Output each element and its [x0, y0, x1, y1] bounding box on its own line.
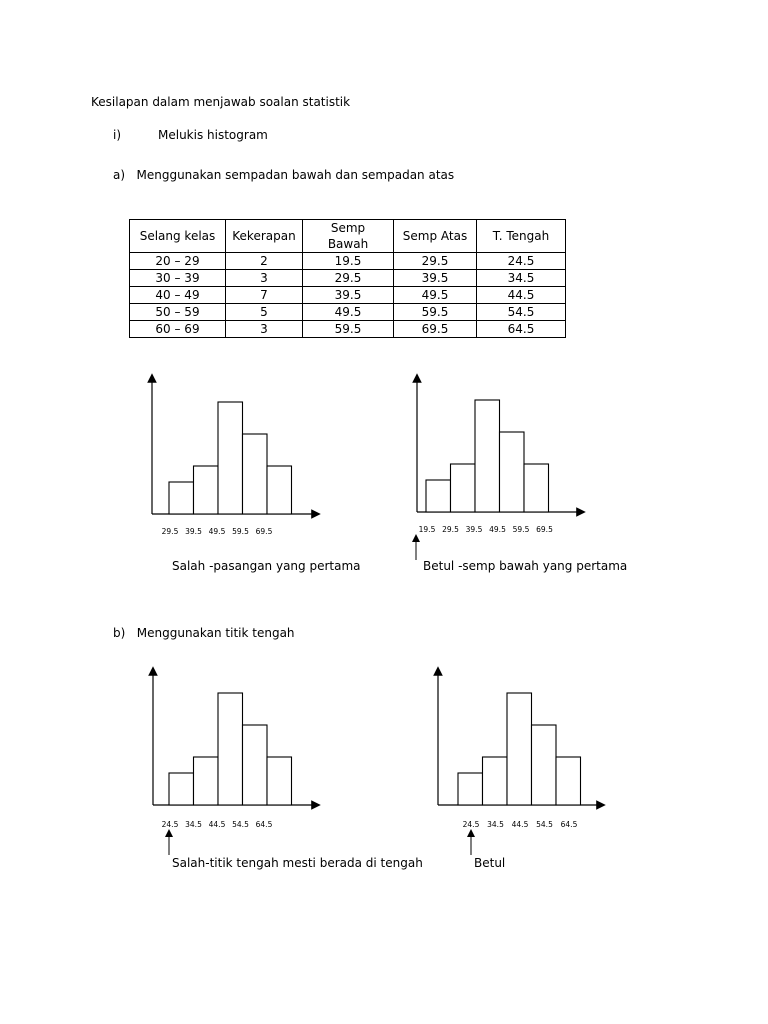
histogram-bar	[218, 693, 243, 805]
table-cell: 39.5	[303, 287, 394, 304]
part-b-heading	[113, 626, 295, 640]
x-tick-label: 64.5	[560, 820, 578, 829]
x-tick-label: 69.5	[255, 527, 273, 536]
x-tick-label: 64.5	[255, 820, 273, 829]
page-title: Kesilapan dalam menjawab soalan statistik	[91, 95, 351, 109]
table-cell: 3	[226, 321, 303, 338]
table-header: Selang kelas	[130, 220, 226, 253]
histogram-bar	[194, 466, 219, 514]
table-cell: 49.5	[394, 287, 477, 304]
x-tick-label: 49.5	[208, 527, 226, 536]
histogram-wrong-midpoint	[140, 665, 330, 875]
histogram-bar	[169, 482, 194, 514]
x-tick-label: 39.5	[185, 527, 202, 536]
x-tick-label: 54.5	[536, 820, 553, 829]
caption-wrong-midpoint: Salah-titik tengah mesti berada di tengah	[172, 856, 423, 870]
histogram-bar	[218, 402, 243, 514]
x-tick-label: 59.5	[232, 527, 249, 536]
histogram-correct-midpoint	[425, 665, 615, 875]
table-header: T. Tengah	[477, 220, 566, 253]
table-cell: 69.5	[394, 321, 477, 338]
table-cell: 44.5	[477, 287, 566, 304]
section-number: i)	[113, 128, 122, 142]
table-cell: 59.5	[394, 304, 477, 321]
table-cell: 5	[226, 304, 303, 321]
histogram-bar	[483, 757, 508, 805]
table-cell: 54.5	[477, 304, 566, 321]
histogram-bar	[194, 757, 219, 805]
histogram-bar	[524, 464, 549, 512]
histogram-bar	[426, 480, 451, 512]
table-header: Kekerapan	[226, 220, 303, 253]
table-cell: 60 – 69	[130, 321, 226, 338]
table-cell: 49.5	[303, 304, 394, 321]
table-cell: 29.5	[303, 270, 394, 287]
x-tick-label: 39.5	[465, 525, 483, 534]
table-header-row	[130, 220, 566, 253]
x-tick-label: 69.5	[536, 525, 553, 534]
table-cell: 20 – 29	[130, 253, 226, 270]
histogram-bar	[556, 757, 581, 805]
x-tick-label: 34.5	[185, 820, 202, 829]
table-row	[130, 321, 566, 338]
table-cell: 64.5	[477, 321, 566, 338]
part-a-text: Menggunakan sempadan bawah dan sempadan atas	[136, 168, 455, 182]
table-row	[130, 270, 566, 287]
table-cell: 19.5	[303, 253, 394, 270]
table-cell: 24.5	[477, 253, 566, 270]
table-row	[130, 253, 566, 270]
x-tick-label: 49.5	[489, 525, 506, 534]
table-cell: 34.5	[477, 270, 566, 287]
x-tick-label: 24.5	[161, 820, 179, 829]
frequency-table	[129, 219, 566, 338]
section-title: Melukis histogram	[158, 128, 268, 142]
histogram-wrong-boundary	[140, 370, 330, 540]
histogram-correct-boundary	[405, 370, 595, 560]
x-tick-label: 24.5	[462, 820, 480, 829]
part-a-heading	[113, 168, 454, 182]
x-tick-label: 29.5	[161, 527, 179, 536]
x-tick-label: 29.5	[442, 525, 459, 534]
caption-correct-midpoint: Betul	[474, 856, 506, 870]
table-cell: 2	[226, 253, 303, 270]
x-tick-label: 19.5	[418, 525, 436, 534]
part-b-text: Menggunakan titik tengah	[136, 626, 295, 640]
table-row	[130, 287, 566, 304]
histogram-bar	[507, 693, 532, 805]
table-cell: 50 – 59	[130, 304, 226, 321]
histogram-bar	[267, 466, 292, 514]
histogram-bar	[243, 725, 268, 805]
histogram-bar	[451, 464, 476, 512]
table-cell: 29.5	[394, 253, 477, 270]
part-a-label: a)	[113, 168, 126, 182]
histogram-bar	[532, 725, 557, 805]
x-tick-label: 34.5	[487, 820, 504, 829]
table-cell: 7	[226, 287, 303, 304]
x-tick-label: 44.5	[511, 820, 529, 829]
table-cell: 59.5	[303, 321, 394, 338]
table-row	[130, 304, 566, 321]
part-b-label: b)	[113, 626, 126, 640]
histogram-bar	[267, 757, 292, 805]
table-cell: 30 – 39	[130, 270, 226, 287]
histogram-bar	[475, 400, 500, 512]
histogram-bar	[458, 773, 483, 805]
caption-wrong-boundary: Salah -pasangan yang pertama	[172, 559, 361, 573]
table-cell: 3	[226, 270, 303, 287]
histogram-bar	[169, 773, 194, 805]
histogram-bar	[243, 434, 268, 514]
table-cell: 40 – 49	[130, 287, 226, 304]
table-header: Semp Bawah	[303, 220, 394, 253]
table-header: Semp Atas	[394, 220, 477, 253]
x-tick-label: 59.5	[512, 525, 530, 534]
x-tick-label: 54.5	[232, 820, 249, 829]
x-tick-label: 44.5	[208, 820, 226, 829]
table-cell: 39.5	[394, 270, 477, 287]
histogram-bar	[500, 432, 525, 512]
caption-correct-boundary: Betul -semp bawah yang pertama	[423, 559, 628, 573]
